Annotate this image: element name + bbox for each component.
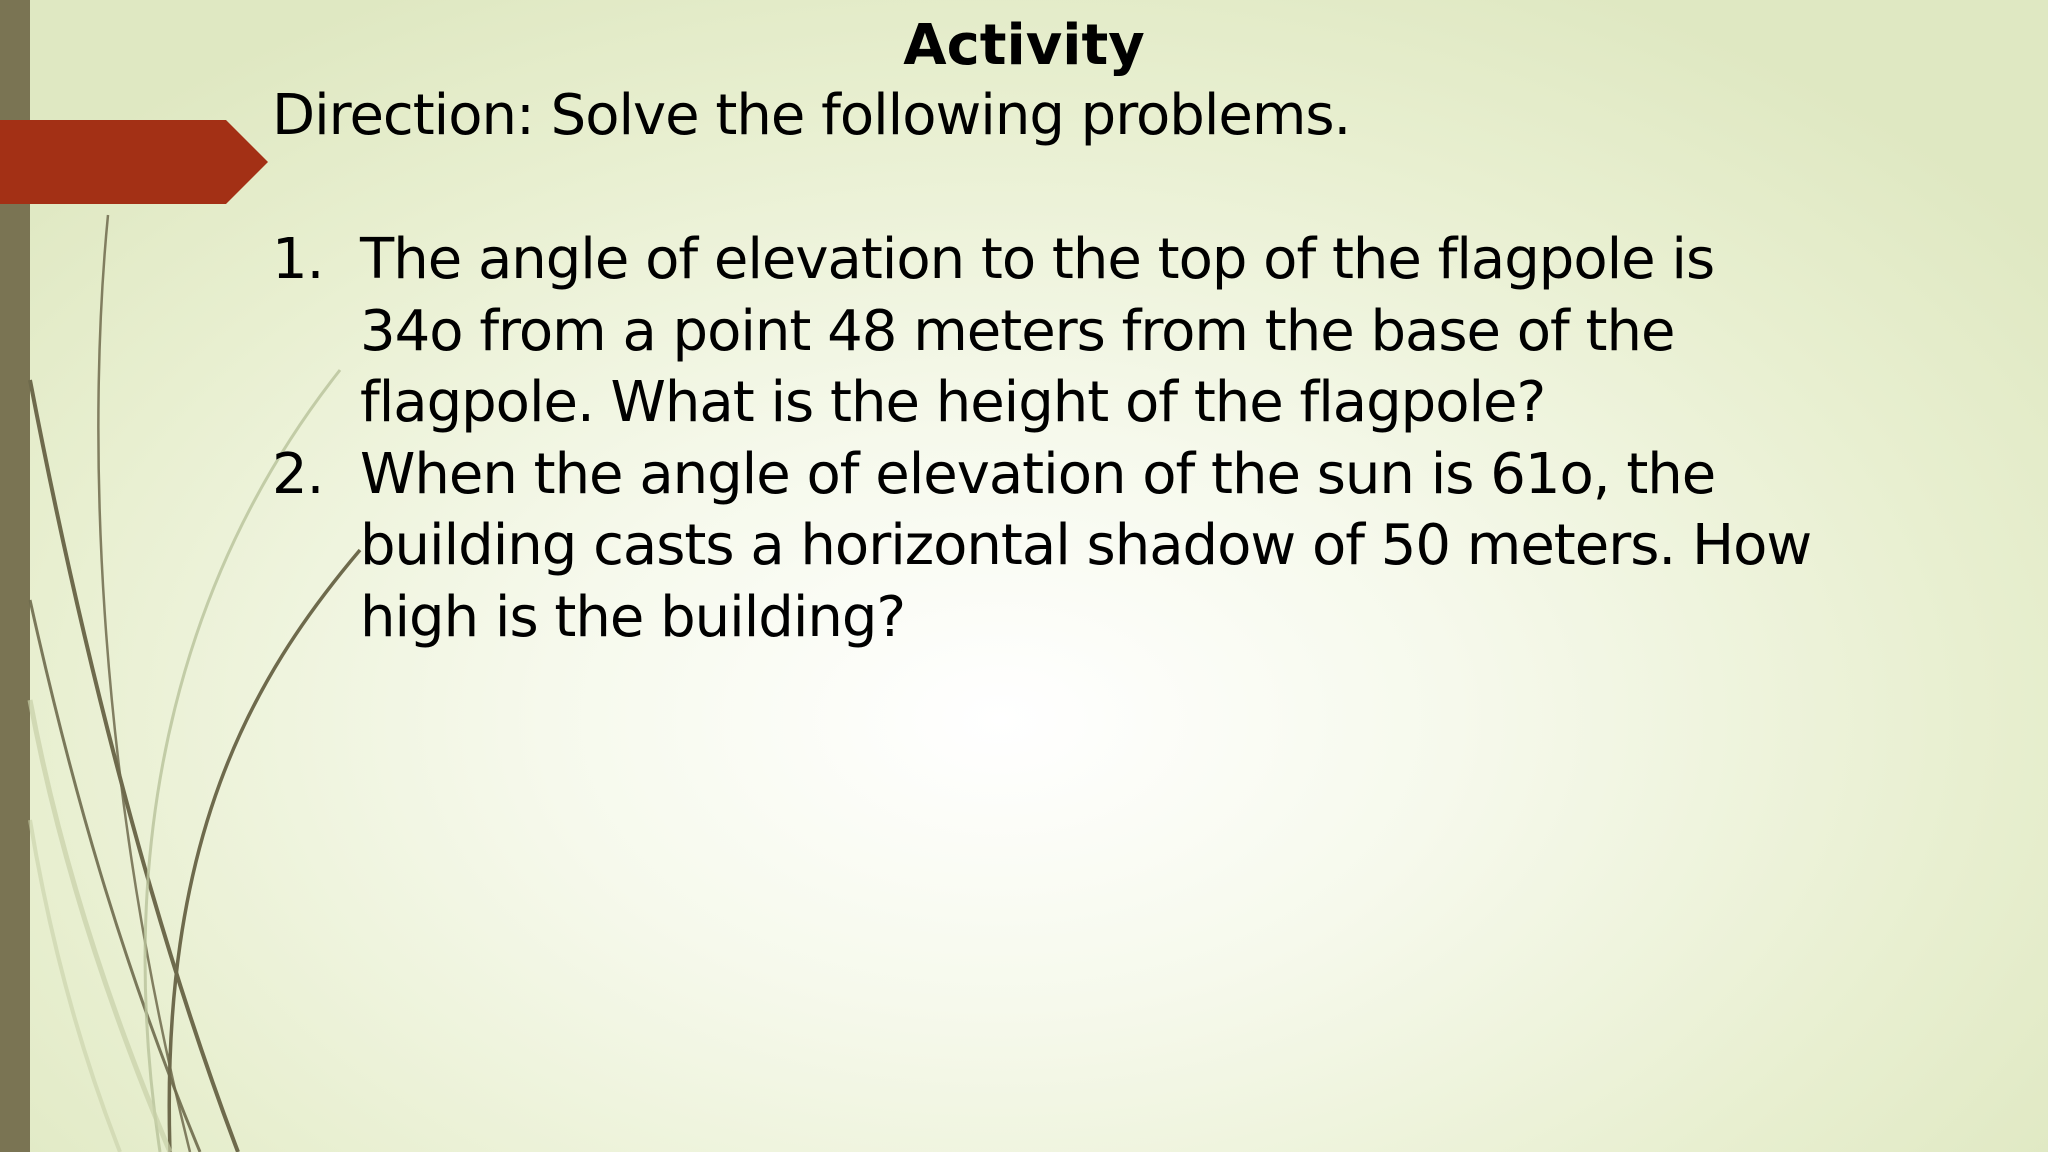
problem-line: When the angle of elevation of the sun is 61o, the (360, 441, 1716, 507)
accent-arrow-shape (0, 120, 268, 204)
problem-line: building casts a horizontal shadow of 50 meters. How (360, 513, 1812, 578)
slide-title: Activity (903, 13, 1145, 78)
problem-number: 2. (272, 441, 324, 507)
problem-item (272, 224, 1832, 439)
direction-text: Direction: Solve the following problems. (272, 83, 1351, 148)
problem-number: 1. (272, 227, 324, 292)
problem-line: high is the building? (360, 584, 906, 650)
problem-item (272, 439, 1832, 654)
problem-line: The angle of elevation to the top of the flagpole is (360, 227, 1715, 292)
problem-line: flagpole. What is the height of the flagpole? (360, 370, 1546, 435)
problem-list (272, 224, 1832, 653)
problem-line: 34o from a point 48 meters from the base of the (360, 298, 1675, 364)
